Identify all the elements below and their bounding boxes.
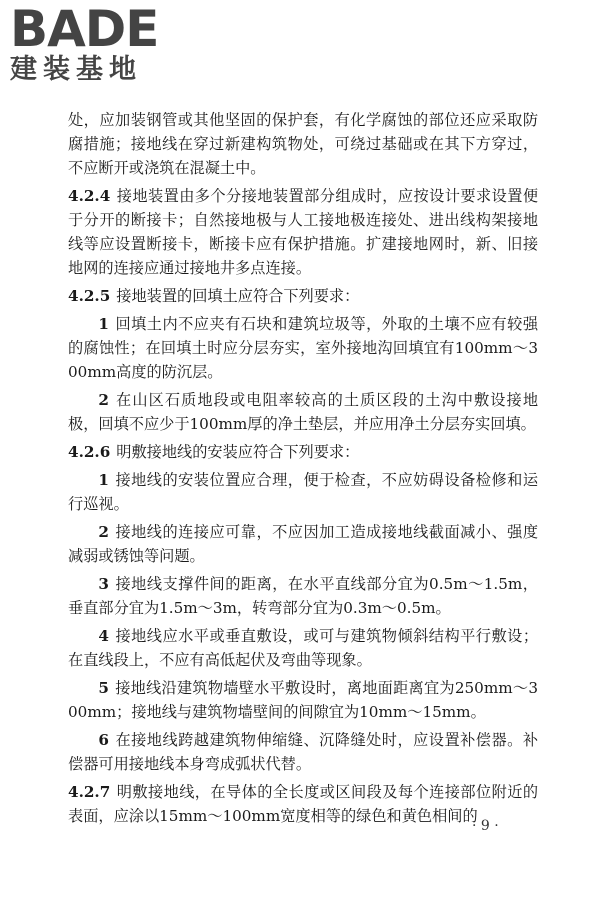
item-number: 5 (98, 679, 109, 697)
clause-item (68, 676, 538, 724)
clause-text: 明敷接地线的安装应符合下列要求： (116, 443, 360, 461)
clause-number: 4.2.4 (68, 187, 111, 205)
item-number: 1 (98, 471, 109, 489)
clause-text: 接地装置的回填土应符合下列要求： (116, 287, 360, 305)
item-text: 接地线的安装位置应合理，便于检查，不应妨碍设备检修和运行巡视。 (68, 471, 538, 513)
item-text: 接地线的连接应可靠，不应因加工造成接地线截面减小、强度减弱或锈蚀等问题。 (68, 523, 538, 565)
clause-item (68, 624, 538, 672)
clause-item (68, 520, 538, 568)
clause-number: 4.2.7 (68, 783, 111, 801)
page-number: · 9 · (472, 818, 499, 834)
item-number: 1 (98, 315, 109, 333)
clause-item (68, 312, 538, 384)
item-text: 接地线支撑件间的距离，在水平直线部分宜为0.5m～1.5m，垂直部分宜为1.5m～3m，转弯部分宜为0.3m～0.5m。 (68, 575, 538, 617)
continuation-paragraph: 处，应加装钢管或其他坚固的保护套，有化学腐蚀的部位还应采取防腐措施；接地线在穿过新建构筑物处，可绕过基础或在其下方穿过，不应断开或浇筑在混凝土中。 (68, 111, 538, 177)
site-logo (10, 0, 180, 86)
clause-item (68, 728, 538, 776)
item-text: 在山区石质地段或电阻率较高的土质区段的土沟中敷设接地极，回填不应少于100mm厚的净土垫层，并应用净土分层夯实回填。 (68, 391, 538, 433)
clause-item (68, 468, 538, 516)
clause-number: 4.2.6 (68, 443, 111, 461)
clause-item (68, 572, 538, 620)
clause-item (68, 388, 538, 436)
item-number: 2 (98, 523, 109, 541)
item-number: 2 (98, 391, 109, 409)
item-number: 4 (98, 627, 109, 645)
item-text: 在接地线跨越建筑物伸缩缝、沉降缝处时，应设置补偿器。补偿器可用接地线本身弯成弧状代替。 (68, 731, 538, 773)
clause-4-2-4 (68, 184, 538, 280)
clause-4-2-5 (68, 284, 538, 308)
logo-subtitle: 建装基地 (10, 54, 142, 85)
item-number: 3 (98, 575, 109, 593)
item-text: 回填土内不应夹有石块和建筑垃圾等，外取的土壤不应有较强的腐蚀性；在回填土时应分层夯实，室外接地沟回填宜有100mm～300mm高度的防沉层。 (68, 315, 538, 381)
logo-brand: BADE (10, 0, 159, 58)
clause-text: 明敷接地线，在导体的全长度或区间段及每个连接部位附近的表面，应涂以15mm～100mm宽度相等的绿色和黄色相间的 (68, 783, 538, 825)
item-text: 接地线沿建筑物墙壁水平敷设时，离地面距离宜为250mm～300mm；接地线与建筑物墙壁间的间隙宜为10mm～15mm。 (68, 679, 538, 721)
item-text: 接地线应水平或垂直敷设，或可与建筑物倾斜结构平行敷设；在直线段上，不应有高低起伏及弯曲等现象。 (68, 627, 538, 669)
clause-text: 接地装置由多个分接地装置部分组成时，应按设计要求设置便于分开的断接卡；自然接地极与人工接地极连接处、进出线构架接地线等应设置断接卡，断接卡应有保护措施。扩建接地网时，新、旧接地网的连接应通过接地井多点连接。 (68, 187, 538, 277)
clause-number: 4.2.5 (68, 287, 111, 305)
clause-4-2-6 (68, 440, 538, 464)
item-number: 6 (98, 731, 109, 749)
clause-4-2-7 (68, 780, 538, 828)
document-body (68, 108, 538, 828)
